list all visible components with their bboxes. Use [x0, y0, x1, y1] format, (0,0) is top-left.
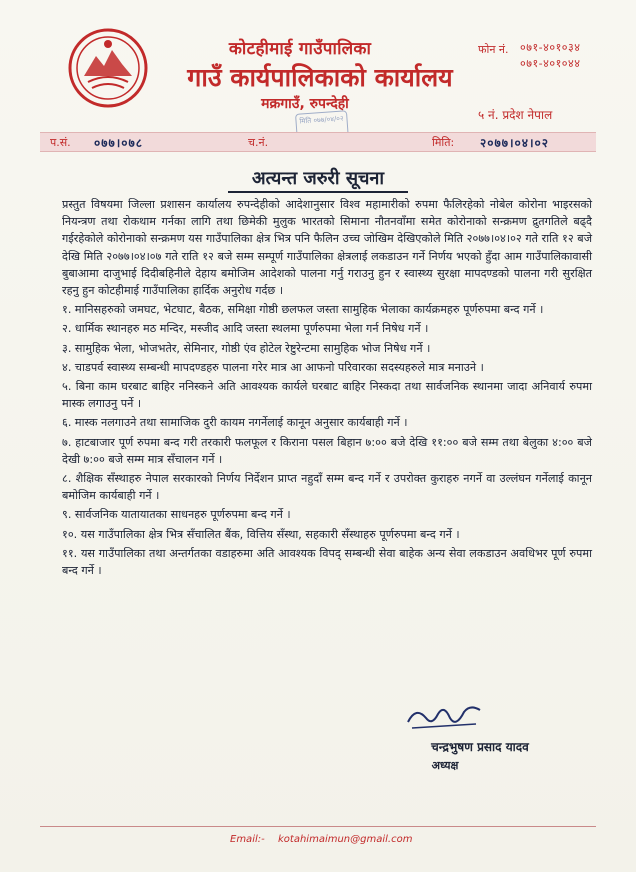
municipality-emblem-icon — [66, 26, 150, 110]
patra-sankhya-label: प.सं. — [50, 136, 71, 149]
office-address: मक्रगाउँ, रुपन्देही — [261, 96, 349, 112]
municipality-name: कोटहीमाई गाउँपालिका — [228, 39, 372, 59]
notice-item: ३. सामुहिक भेला, भोजभतेर, सेमिनार, गोष्ठी एंव होटेल रेष्टुरेन्टमा सामुहिक भोज निषेध गर्ने । — [62, 341, 431, 355]
notice-body — [62, 196, 592, 581]
office-title: गाउँ कार्यपालिकाको कार्यालय — [187, 63, 453, 92]
date-value: २०७७।०४।०२ — [480, 136, 550, 150]
signatory-name: चन्द्रभुषण प्रसाद यादव — [431, 740, 529, 754]
notice-item: १०. यस गाउँपालिका क्षेत्र भित्र सँचालित बैंक, वित्तिय सँस्था, सहकारी सँस्थाहरु पूर्णरुपमा बन्द गर्ने । — [62, 527, 460, 541]
footer-divider — [40, 826, 596, 827]
chalani-number-label: च.नं. — [248, 136, 269, 149]
notice-item: ९. सार्वजनिक यातायातका साधनहरु पूर्णरुपमा बन्द गर्ने । — [62, 508, 291, 522]
notice-item: १. मानिसहरुको जमघट, भेटघाट, बैठक, समिक्षा गोष्ठी छलफल जस्ता सामुहिक भेलाका कार्यक्रमहरु पूर्णरुपमा बन्द गर्ने । — [62, 303, 544, 317]
notice-item: ४. चाडपर्व स्वास्थ्य सम्बन्धी मापदण्डहरु पालना गरेर मात्र आ आफनो परिवारका सदस्यहरुले मात्र मनाउने । — [62, 360, 484, 374]
notice-item: ५. बिना काम घरबाट बाहिर ननिस्कने अति आवश्यक कार्यले घरबाट बाहिर निस्कदा तथा सार्वजनिक स्थानमा जादा अनिवार्य रुपमा मास्क लगाउनु पर्ने । — [62, 380, 592, 411]
notice-item: २. धार्मिक स्थानहरु मठ मन्दिर, मस्जीद आदि जस्ता स्थलमा पूर्णरुपमा भेला गर्न निषेध गर्ने । — [62, 322, 429, 336]
phone-number-1: ०७१-४०१०३४ — [520, 41, 581, 54]
notice-title: अत्यन्त जरुरी सूचना — [228, 166, 408, 193]
signatory-title: अध्यक्ष — [431, 759, 459, 772]
handwritten-signature-icon — [404, 700, 484, 734]
phone-number-2: ०७१-४०१०४४ — [520, 57, 581, 70]
province-label: ५ नं. प्रदेश नेपाल — [478, 108, 553, 122]
notice-item: ८. शैक्षिक सँस्थाहरु नेपाल सरकारको निर्णय निर्देशन प्राप्त नहुदाँ सम्म बन्द गर्ने र उपरोक्त कुराहरु नगर्ने वा उल्लंघन गर्नेलाई कानून बमोजिम कार्यबाही गर्ने । — [62, 472, 592, 503]
phone-label: फोन नं. — [478, 43, 509, 56]
notice-item: ६. मास्क नलगाउने तथा सामाजिक दुरी कायम नगर्नेलाई कानून अनुसार कार्यबाही गर्ने । — [62, 416, 408, 430]
date-label: मिति: — [432, 136, 455, 149]
received-stamp: मिति ०७७/०४/०२ — [295, 110, 349, 144]
notice-intro: प्रस्तुत विषयमा जिल्ला प्रशासन कार्यालय रुपन्देहीको आदेशानुसार विश्व महामारीको रुपमा फैलिरहेको नोबेल कोरोना भाइरसको नियन्त्रण तथा रोकथाम गर्नका लागि तथा छिमेकी मुलुक भारतको सिमाना नौतनवाँमा समेत कोरोनाको सन्क्रमण द्रुतगतिले बढ्दै गईरहेकोले कोरोनाको सन्क्रमण यस गाउँपालिका क्षेत्र भित्र पनि फैलिन उच्च जोखिम देखिएकोले मिति २०७७।०४।०२ गते राति १२ बजे देखि मिति २०७७।०४।०७ गते राति १२ बजे सम्म सम्पूर्ण गाउँपालिका क्षेत्रलाई लकडाउन गर्ने निर्णय भएको हुँदा आम गाउँपालिकावासी बुबाआमा दाजुभाई दिदीबहिनीले देहाय बमोजिम आदेशको पालना गर्नु गराउनु हुन र स्वास्थ्य सुरक्षा मापदण्डको पालना गरी सुरक्षित रहनु हुन कोटहीमाई गाउँपालिका हार्दिक अनुरोध गर्दछ । — [62, 198, 592, 298]
notice-item: ११. यस गाउँपालिका तथा अन्तर्गतका वडाहरुमा अति आवश्यक विपद् सम्बन्धी सेवा बाहेक अन्य सेवा लकडाउन अवधिभर पूर्ण रुपमा बन्द गर्ने । — [62, 546, 592, 578]
email-value: kotahimaimun@gmail.com — [278, 834, 413, 845]
email-label: Email:- — [230, 834, 265, 845]
patra-sankhya-value: ०७७।०७८ — [94, 136, 143, 150]
notice-item: ७. हाटबाजार पूर्ण रुपमा बन्द गरी तरकारी फलफूल र किराना पसल बिहान ७:०० बजे देखि ११:०० बजे सम्म तथा बेलुका ४:०० बजे देखी ७:०० बजे सम्म मात्र सँचालन गर्ने । — [62, 435, 592, 466]
